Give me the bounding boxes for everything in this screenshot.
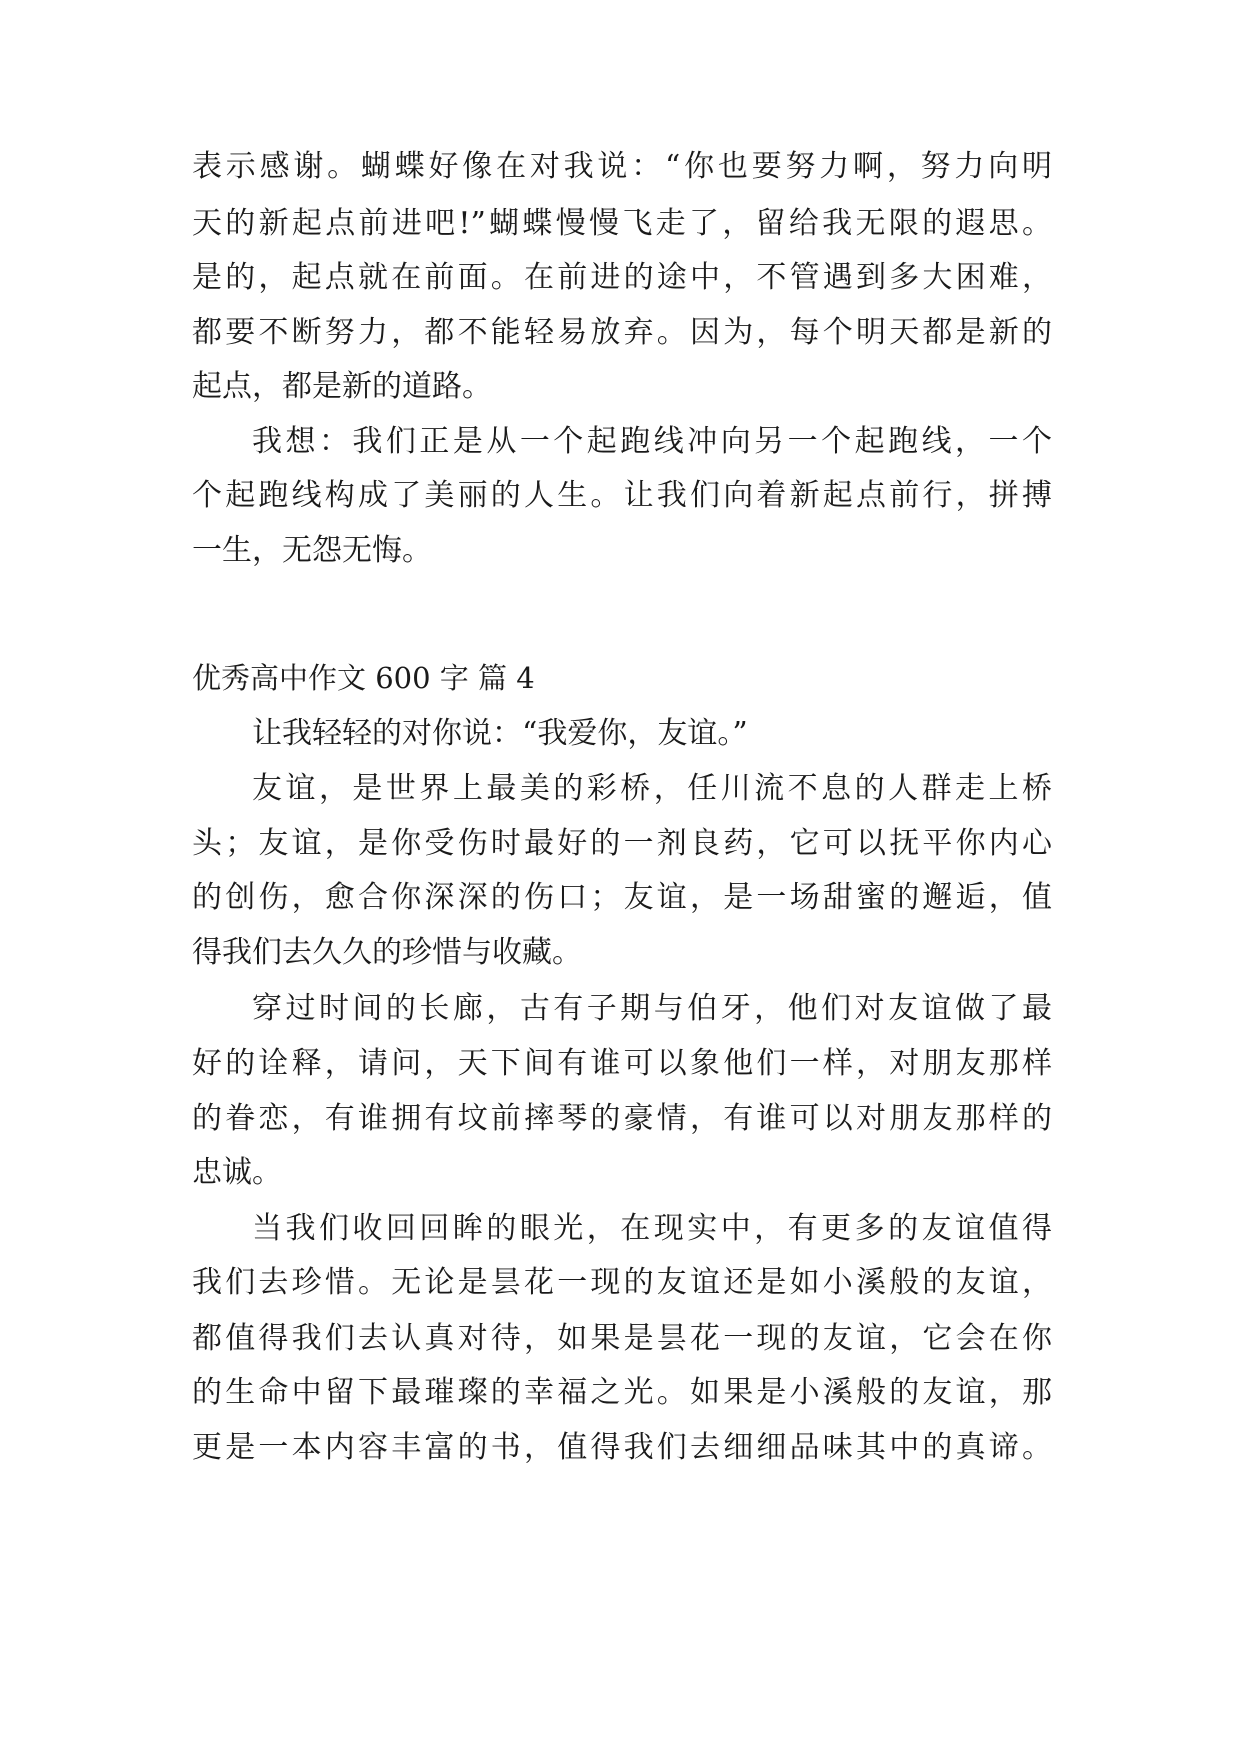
paragraph-line: 更是一本内容丰富的书，值得我们去细细品味其中的真谛。 (192, 1430, 1052, 1465)
paragraph-line: 友谊，是世界上最美的彩桥，任川流不息的人群走上桥 (252, 771, 1052, 806)
section-heading: 优秀高中作文 600 字 篇 4 (192, 661, 535, 695)
paragraph-line: 天的新起点前进吧!”蝴蝶慢慢飞走了，留给我无限的遐思。 (192, 206, 1052, 241)
paragraph-line: 穿过时间的长廊，古有子期与伯牙，他们对友谊做了最 (252, 991, 1052, 1026)
paragraph-line: 当我们收回回眸的眼光，在现实中，有更多的友谊值得 (252, 1211, 1052, 1246)
paragraph-line: 表示感谢。蝴蝶好像在对我说：“你也要努力啊，努力向明 (192, 149, 1052, 184)
paragraph-line: 我们去珍惜。无论是昙花一现的友谊还是如小溪般的友谊， (192, 1265, 1052, 1300)
paragraph-line: 得我们去久久的珍惜与收藏。 (192, 935, 582, 970)
paragraph-line: 我想：我们正是从一个起跑线冲向另一个起跑线，一个 (252, 424, 1052, 459)
paragraph-line: 让我轻轻的对你说：“我爱你，友谊。” (252, 716, 748, 751)
paragraph-line: 都要不断努力，都不能轻易放弃。因为，每个明天都是新的 (192, 315, 1052, 350)
paragraph-line: 的生命中留下最璀璨的幸福之光。如果是小溪般的友谊，那 (192, 1375, 1052, 1410)
paragraph-line: 的眷恋，有谁拥有坟前摔琴的豪情，有谁可以对朋友那样的 (192, 1101, 1052, 1136)
paragraph-line: 忠诚。 (192, 1155, 282, 1190)
paragraph-line: 个起跑线构成了美丽的人生。让我们向着新起点前行，拼搏 (192, 478, 1052, 513)
paragraph-line: 都值得我们去认真对待，如果是昙花一现的友谊，它会在你 (192, 1321, 1052, 1356)
paragraph-line: 起点，都是新的道路。 (192, 369, 492, 404)
paragraph-line: 头；友谊，是你受伤时最好的一剂良药，它可以抚平你内心 (192, 826, 1052, 861)
paragraph-line: 好的诠释，请问，天下间有谁可以象他们一样，对朋友那样 (192, 1046, 1052, 1081)
paragraph-line: 是的，起点就在前面。在前进的途中，不管遇到多大困难， (192, 260, 1052, 295)
paragraph-line: 一生，无怨无悔。 (192, 533, 432, 568)
paragraph-line: 的创伤，愈合你深深的伤口；友谊，是一场甜蜜的邂逅，值 (192, 880, 1052, 915)
